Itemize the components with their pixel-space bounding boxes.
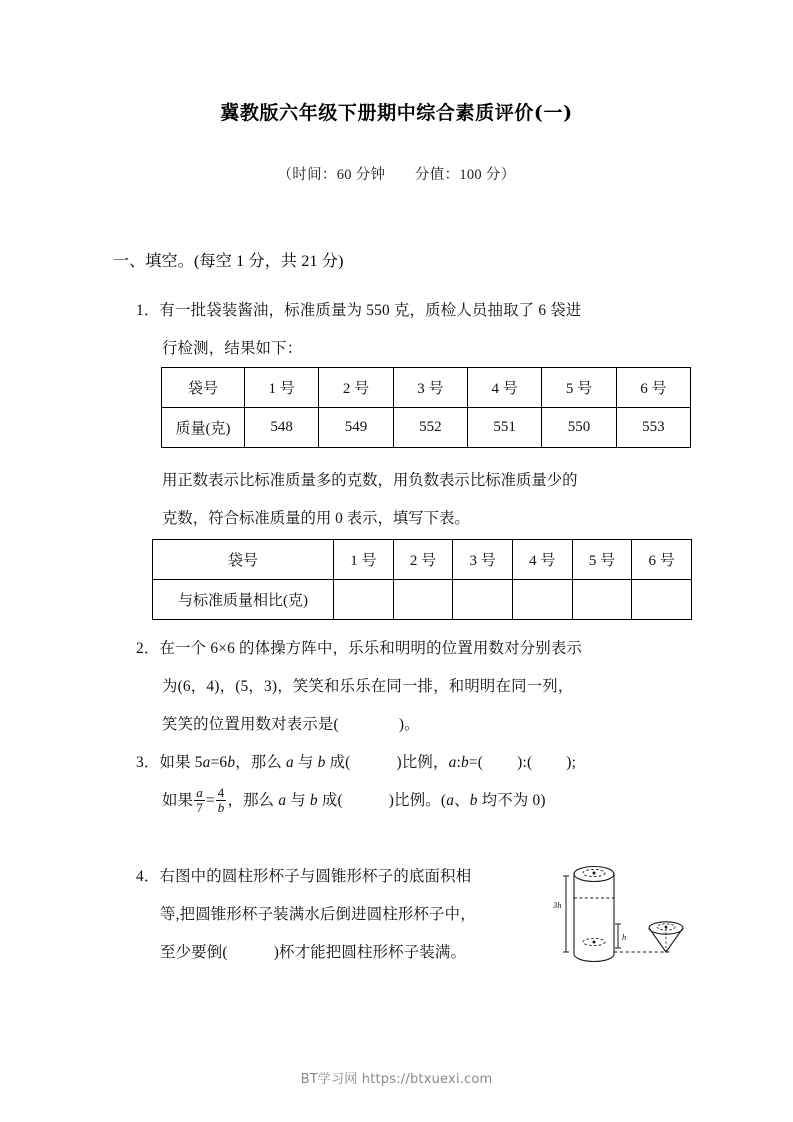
question-3-line1-h: =( — [468, 754, 484, 771]
cone-center-dot — [665, 926, 668, 929]
question-1-instruction — [162, 462, 707, 538]
question-3-var-a1: a — [202, 754, 211, 771]
question-3-line1-b: =6 — [210, 754, 228, 771]
question-4-line1: 右图中的圆柱形杯子与圆锥形杯子的底面积相 — [159, 868, 472, 885]
table2-r0-c1: 2 号 — [393, 540, 453, 580]
question-3-line1-a: 如果 5 — [159, 754, 203, 771]
soy-sauce-measurements-table — [161, 367, 691, 448]
cylinder-height-label: 3h — [553, 900, 562, 910]
footer-watermark: BT学习网 https://btxuexi.com — [300, 1072, 493, 1087]
question-3-line2-e: )比例。( — [388, 792, 447, 809]
question-1-line1: 有一批袋装酱油，标准质量为 550 克，质检人员抽取了 6 袋进 — [159, 302, 582, 319]
question-1-instruction-line1: 用正数表示比标准质量多的克数，用负数表示比标准质量少的 — [162, 472, 578, 489]
question-3-line1-f: )比例， — [396, 754, 449, 771]
table-row — [162, 408, 691, 448]
question-3-line2-g: 均不为 0) — [477, 792, 546, 809]
section-heading-fill-in-blank: 一、填空。(每空 1 分，共 21 分) — [113, 253, 344, 270]
table1-r0-c2: 3 号 — [393, 368, 467, 408]
question-3-var-a2: a — [286, 754, 294, 771]
table1-r1-c0: 548 — [245, 408, 319, 448]
question-4 — [136, 858, 566, 972]
question-2 — [136, 630, 716, 744]
question-4-line3 — [160, 934, 566, 972]
question-3-line1-c: ，那么 — [235, 754, 287, 771]
question-3-line2-d: 成( — [317, 792, 343, 809]
question-3-equals: = — [205, 792, 215, 809]
question-1 — [136, 292, 716, 368]
question-3-var-a4: a — [278, 792, 287, 809]
table1-r0-c3: 4 号 — [467, 368, 541, 408]
table1-r0-c4: 5 号 — [542, 368, 616, 408]
question-2-line3-prefix: 笑笑的位置用数对表示是( — [162, 716, 339, 733]
cylinder-bottom-center-dot — [593, 941, 596, 944]
question-3-var-b4: b — [309, 792, 318, 809]
table1-r1-c1: 549 — [319, 408, 393, 448]
cylinder-cone-diagram — [552, 862, 692, 968]
table1-r1-c5: 553 — [616, 408, 690, 448]
table2-r0-c3: 4 号 — [512, 540, 572, 580]
cylinder-shape — [574, 867, 614, 962]
question-3-line2-f: 、 — [454, 792, 470, 809]
page-title: 冀教版六年级下册期中综合素质评价(一) — [220, 102, 573, 124]
fraction-1-denominator: 7 — [196, 799, 203, 815]
table1-r0-header: 袋号 — [162, 368, 245, 408]
question-3 — [136, 744, 726, 820]
fraction-1-numerator: a — [196, 785, 203, 801]
question-3-var-b1: b — [227, 754, 236, 771]
table2-r0-header: 袋号 — [153, 540, 334, 580]
fraction-4-over-b — [216, 786, 227, 814]
question-1-line2: 行检测，结果如下： — [162, 340, 303, 357]
question-4-number: 4． — [136, 868, 160, 885]
question-3-var-b5: b — [469, 792, 478, 809]
table2-r1-answer-1[interactable] — [393, 580, 453, 620]
question-3-line1-j: ):( — [517, 754, 533, 771]
question-4-line2: 等,把圆锥形杯子装满水后倒进圆柱形杯子中， — [160, 906, 476, 923]
question-3-var-b3: b — [461, 754, 469, 771]
difference-from-standard-table — [152, 539, 692, 620]
table1-r1-header: 质量(克) — [162, 408, 245, 448]
table2-r0-c2: 3 号 — [453, 540, 513, 580]
question-3-line1-k: ); — [566, 754, 577, 771]
question-3-line1-d: 与 — [293, 754, 318, 771]
table1-r1-c4: 550 — [542, 408, 616, 448]
table1-r0-c5: 6 号 — [616, 368, 690, 408]
table2-r1-answer-2[interactable] — [453, 580, 513, 620]
table2-r0-c0: 1 号 — [334, 540, 394, 580]
table2-r0-c5: 6 号 — [632, 540, 692, 580]
cylinder-and-cone-figure — [552, 862, 692, 968]
cone-height-bracket — [615, 924, 621, 948]
fraction-2-denominator: b — [217, 799, 225, 815]
question-3-var-b2: b — [317, 754, 326, 771]
table2-r1-answer-0[interactable] — [334, 580, 394, 620]
exam-meta-subtitle: （时间：60 分钟 分值：100 分） — [277, 167, 516, 183]
question-2-line3 — [162, 706, 716, 744]
fraction-a-over-7 — [194, 786, 205, 814]
table2-r1-answer-5[interactable] — [632, 580, 692, 620]
table-row — [153, 580, 692, 620]
question-4-line3-prefix: 至少要倒( — [160, 944, 228, 961]
question-2-line1: 在一个 6×6 的体操方阵中，乐乐和明明的位置用数对分别表示 — [159, 640, 583, 657]
question-3-var-a3: a — [448, 754, 457, 771]
question-2-number: 2． — [136, 640, 160, 657]
question-2-line3-suffix: )。 — [398, 716, 420, 733]
table1-r1-c3: 551 — [467, 408, 541, 448]
fraction-2-numerator: 4 — [217, 785, 225, 801]
question-3-colon-1: : — [456, 754, 462, 771]
cone-height-label: h — [622, 932, 627, 942]
table2-r0-c4: 5 号 — [572, 540, 632, 580]
table2-r1-answer-4[interactable] — [572, 580, 632, 620]
question-3-var-a5: a — [446, 792, 455, 809]
question-1-number: 1． — [136, 302, 160, 319]
question-3-line2 — [162, 782, 726, 820]
table-row — [162, 368, 691, 408]
table2-r1-answer-3[interactable] — [512, 580, 572, 620]
question-3-line2-b: ，那么 — [227, 792, 279, 809]
question-1-instruction-line2: 克数，符合标准质量的用 0 表示，填写下表。 — [162, 510, 470, 527]
question-3-line2-a: 如果 — [162, 792, 194, 809]
table1-r0-c1: 2 号 — [319, 368, 393, 408]
question-3-line2-c: 与 — [286, 792, 310, 809]
question-2-line2: 为(6，4)，(5，3)，笑笑和乐乐在同一排，和明明在同一列， — [162, 678, 574, 695]
table1-r1-c2: 552 — [393, 408, 467, 448]
question-3-line1-e: 成( — [325, 754, 351, 771]
cylinder-top-center-dot — [593, 872, 596, 875]
question-3-number: 3． — [136, 754, 160, 771]
table2-r1-header: 与标准质量相比(克) — [153, 580, 334, 620]
cylinder-height-bracket — [563, 876, 569, 952]
table-row — [153, 540, 692, 580]
table1-r0-c0: 1 号 — [245, 368, 319, 408]
question-4-line3-suffix: )杯才能把圆柱形杯子装满。 — [273, 944, 467, 961]
